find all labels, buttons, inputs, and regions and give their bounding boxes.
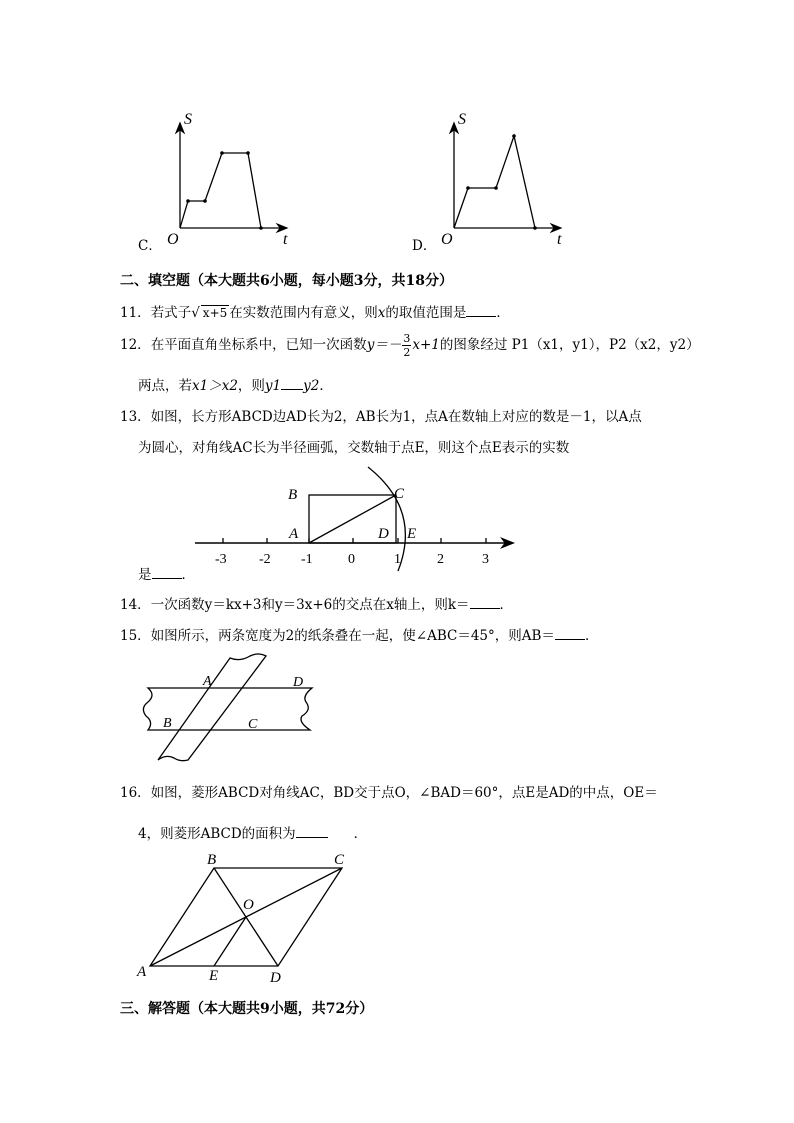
origin-label: O <box>441 231 453 248</box>
q12-answer-blank[interactable] <box>281 377 303 390</box>
tick-label: 1 <box>394 552 401 567</box>
tick-label: -1 <box>301 552 313 567</box>
option-d-graph <box>434 110 574 250</box>
question-12-line2 <box>138 374 333 394</box>
q16-rhombus-figure <box>130 848 360 983</box>
q16-line2-pre: 4，则菱形ABCD的面积为 <box>138 826 296 842</box>
question-13-line1 <box>120 405 642 425</box>
q11-text-mid: 在实数范围内有意义，则 <box>229 305 378 321</box>
q11-end: ． <box>496 305 510 321</box>
label-e: E <box>407 526 417 542</box>
q16-answer-blank[interactable] <box>296 825 328 838</box>
q12-fn-pre: y＝－ <box>366 337 402 353</box>
question-16-line2 <box>138 822 367 842</box>
q13-line3-pre: 是 <box>138 567 152 583</box>
q16-number: 16． <box>120 785 151 801</box>
tick-label: 0 <box>348 552 355 567</box>
label-d: D <box>378 526 389 542</box>
axis-label-t: t <box>283 231 288 248</box>
q16-end: ． <box>353 826 368 842</box>
section3-title: 三、解答题（本大题共9小题，共72分） <box>120 1001 374 1017</box>
q11-answer-blank[interactable] <box>466 304 496 317</box>
option-d-label: D． <box>412 238 437 254</box>
q13-text-line1: 如图，长方形ABCD边AD长为2，AB长为1，点A在数轴上对应的数是－1，以A点 <box>150 409 642 425</box>
q11-radicand: x+5 <box>202 306 228 320</box>
q15-end: ． <box>584 628 599 644</box>
q12-condition: x1＞x2 <box>192 378 238 394</box>
q14-text: 一次函数y＝kx+3和y＝3x+6的交点在x轴上，则k＝ <box>150 597 470 613</box>
q14-number: 14． <box>120 597 151 613</box>
diagonal-strip <box>158 654 266 761</box>
q15-text: 如图所示，两条宽度为2的纸条叠在一起，使∠ABC＝45°，则AB＝ <box>150 628 555 644</box>
question-11 <box>120 301 510 321</box>
fraction-numerator: 3 <box>403 332 411 345</box>
distance-time-curve <box>180 153 261 228</box>
fraction-denominator: 2 <box>403 346 411 359</box>
q12-line2b: ，则 <box>237 378 265 394</box>
label-o: O <box>243 897 254 913</box>
label-d: D <box>293 675 304 690</box>
question-14 <box>120 593 513 613</box>
question-13-line3 <box>138 563 195 583</box>
question-15 <box>120 624 598 644</box>
label-a: A <box>137 964 147 980</box>
q12-line2a: 两点，若 <box>138 378 192 394</box>
q13-answer-blank[interactable] <box>152 566 182 579</box>
q15-paper-strips-figure <box>140 650 330 770</box>
q11-text-post: 的取值范围是 <box>385 305 467 321</box>
label-c: C <box>334 852 345 868</box>
label-a: A <box>203 674 212 689</box>
question-12-line1 <box>120 332 700 359</box>
distance-time-curve <box>454 136 535 228</box>
label-b: B <box>207 852 217 868</box>
q12-y2: y2 <box>303 378 320 394</box>
q16-text-line1: 如图，菱形ABCD对角线AC，BD交于点O，∠BAD＝60°，点E是AD的中点，OE＝ <box>150 785 658 801</box>
question-13-line2: 为圆心，对角线AC长为半径画弧，交数轴于点E，则这个点E表示的实数 <box>138 440 570 456</box>
q11-var: x <box>377 305 386 321</box>
q15-number: 15． <box>120 628 151 644</box>
q12-number: 12． <box>120 337 151 353</box>
label-e: E <box>209 968 219 983</box>
q15-answer-blank[interactable] <box>555 627 585 640</box>
option-c-graph <box>160 110 300 250</box>
tick-label: 3 <box>482 552 489 567</box>
q12-y1: y1 <box>264 378 282 394</box>
q12-p1: P1（x1，y1）， <box>511 337 609 353</box>
q14-answer-blank[interactable] <box>470 596 500 609</box>
q12-fraction <box>402 332 411 359</box>
q13-number: 13． <box>120 409 151 425</box>
axis-label-s: S <box>458 111 466 128</box>
question-16-line1 <box>120 781 658 801</box>
q13-end: ． <box>181 567 195 583</box>
label-a: A <box>289 526 299 542</box>
axis-label-s: S <box>184 111 192 128</box>
q12-p2: P2（x2，y2） <box>608 337 700 353</box>
q11-text: 若式子 <box>150 305 192 321</box>
segment-oe <box>214 917 246 966</box>
tick-label: -2 <box>259 552 271 567</box>
label-c: C <box>394 486 405 502</box>
q11-number: 11． <box>120 305 151 321</box>
q12-text2: 的图象经过 <box>439 337 508 353</box>
option-c-label: C． <box>138 238 162 254</box>
q13-number-line-figure <box>190 465 530 575</box>
axis-label-t: t <box>557 231 562 248</box>
section2-title: 二、填空题（本大题共6小题，每小题3分，共18分） <box>120 273 453 289</box>
q12-fn-post: x+1 <box>412 337 440 353</box>
q12-text: 在平面直角坐标系中，已知一次函数 <box>150 337 367 353</box>
tick-label: 2 <box>437 552 444 567</box>
label-d: D <box>270 970 281 983</box>
q14-end: ． <box>499 597 514 613</box>
origin-label: O <box>167 231 179 248</box>
label-b: B <box>163 716 172 731</box>
tick-label: -3 <box>215 552 227 567</box>
sqrt-sign: √ <box>191 305 200 321</box>
label-c: C <box>248 717 258 732</box>
q12-end: ． <box>319 378 333 394</box>
label-b: B <box>288 487 298 503</box>
